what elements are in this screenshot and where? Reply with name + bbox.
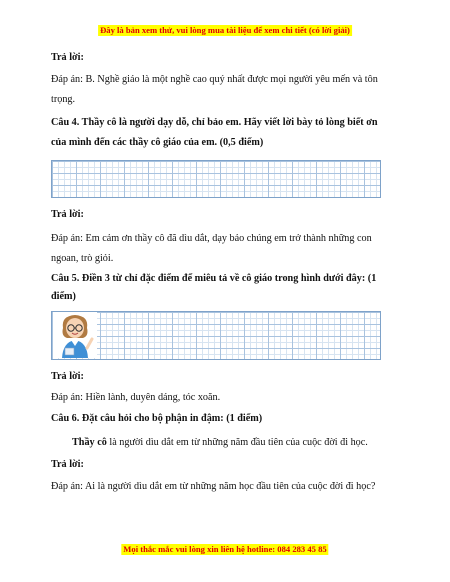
q4-writing-grid	[51, 160, 381, 198]
answer-label: Trả lời:	[51, 371, 84, 382]
q6-answer: Đáp án: Ai là người dìu dắt em từ những năm học đầu tiên của cuộc đời đi học?	[51, 481, 376, 492]
q4-answer-line-2: ngoan, trò giỏi.	[51, 253, 114, 264]
q6-question: Câu 6. Đặt câu hỏi cho bộ phận in đậm: (1 điểm)	[51, 413, 263, 424]
q5-writing-grid	[51, 311, 381, 360]
q5-question-line-1: Câu 5. Điền 3 từ chỉ đặc điểm để miêu tả về cô giáo trong hình dưới đây: (1	[51, 273, 377, 284]
q6-sentence-rest: là người dìu dắt em từ những năm đầu tiên của cuộc đời đi học.	[106, 437, 368, 448]
q5-answer: Đáp án: Hiền lành, duyên dáng, tóc xoăn.	[51, 392, 221, 403]
q6-sentence-bold-part: Thầy cô	[72, 437, 107, 448]
q3-answer-line-2: trọng.	[51, 94, 76, 105]
q3-answer-line-1: Đáp án: B. Nghề giáo là một nghề cao quý nhất được mọi người yêu mến và tôn	[51, 74, 378, 85]
answer-label: Trả lời:	[51, 459, 84, 470]
q5-question-line-2: điểm)	[51, 291, 76, 302]
q4-question-line-1: Câu 4. Thầy cô là người dạy dỗ, chỉ bảo em. Hãy viết lời bày tỏ lòng biết ơn	[51, 117, 378, 128]
preview-notice-banner: Đây là bản xem thử, vui lòng mua tài liệu để xem chi tiết (có lời giải)	[100, 25, 350, 35]
q6-sentence	[72, 436, 417, 450]
teacher-illustration-icon	[53, 312, 97, 358]
q4-question-line-2: của mình đến các thầy cô giáo của em. (0,5 điểm)	[51, 137, 264, 148]
answer-label: Trả lời:	[51, 209, 84, 220]
answer-label: Trả lời:	[51, 52, 84, 63]
hotline-footer-banner: Mọi thắc mắc vui lòng xin liên hệ hotline: 084 283 45 85	[123, 544, 327, 554]
q4-answer-line-1: Đáp án: Em cảm ơn thầy cô đã dìu dắt, dạy bảo chúng em trở thành những con	[51, 233, 372, 244]
